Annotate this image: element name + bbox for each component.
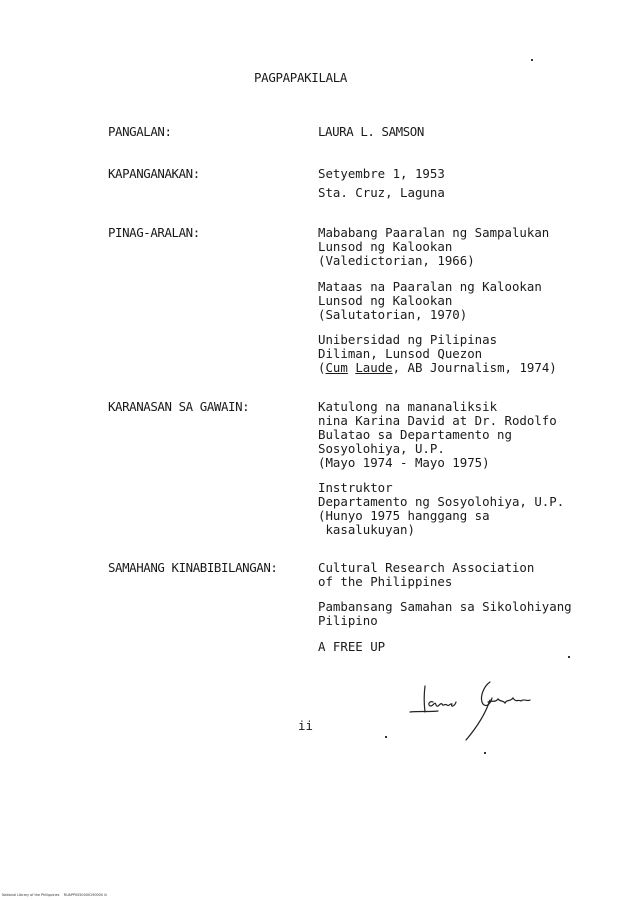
school3-line: Diliman, Lunsod Quezon (318, 346, 483, 361)
value-name: LAURA L. SAMSON (318, 124, 424, 139)
birth-date: Setyembre 1, 1953 (318, 166, 445, 181)
school1-line: Mababang Paaralan ng Sampalukan (318, 225, 550, 240)
school3-honor (318, 361, 557, 374)
scan-speck (385, 736, 387, 738)
org2-line: Pambansang Samahan sa Sikolohiyang (318, 599, 572, 614)
job1-line: Bulatao sa Departamento ng (318, 427, 512, 442)
job2-line: (Hunyo 1975 hanggang sa (318, 508, 490, 523)
school2-line: Mataas na Paaralan ng Kalookan (318, 279, 542, 294)
job2-line: kasalukuyan) (318, 522, 415, 537)
job1-line: Katulong na mananaliksik (318, 399, 498, 414)
honor-cum: Cum (325, 360, 348, 375)
scan-speck (484, 752, 486, 754)
label-education: PINAG-ARALAN: (108, 225, 200, 240)
org2-line: Pilipino (318, 613, 378, 628)
org1-line: Cultural Research Association (318, 560, 535, 575)
birth-place: Sta. Cruz, Laguna (318, 185, 445, 200)
honor-laude: Laude (355, 360, 393, 375)
school1-line: (Valedictorian, 1966) (318, 253, 475, 268)
school2-line: Lunsod ng Kalookan (318, 293, 453, 308)
page-number: ii (298, 718, 313, 733)
signature-image (400, 678, 545, 744)
school1-line: Lunsod ng Kalookan (318, 239, 453, 254)
job1-line: (Mayo 1974 - Mayo 1975) (318, 455, 490, 470)
job2-line: Departamento ng Sosyolohiya, U.P. (318, 494, 565, 509)
school3-line: Unibersidad ng Pilipinas (318, 332, 498, 347)
org3-line: A FREE UP (318, 639, 386, 654)
org1-line: of the Philippines (318, 574, 453, 589)
job1-line: Sosyolohiya, U.P. (318, 441, 445, 456)
label-birth: KAPANGANAKAN: (108, 166, 200, 181)
honor-prefix: ( (318, 360, 326, 375)
scan-speck (568, 656, 570, 658)
job1-line: nina Karina David at Dr. Rodolfo (318, 413, 557, 428)
job2-line: Instruktor (318, 480, 393, 495)
honor-rest: , AB Journalism, 1974) (392, 360, 557, 375)
label-work: KARANASAN SA GAWAIN: (108, 399, 250, 414)
footer-text: National Library of the Philippines RUAPP0050000190000 iii (2, 893, 107, 897)
scan-speck (531, 59, 533, 61)
document-title: PAGPAPAKILALA (254, 70, 348, 85)
school2-line: (Salutatorian, 1970) (318, 307, 468, 322)
label-org: SAMAHANG KINABIBILANGAN: (108, 560, 278, 575)
label-name: PANGALAN: (108, 124, 172, 139)
